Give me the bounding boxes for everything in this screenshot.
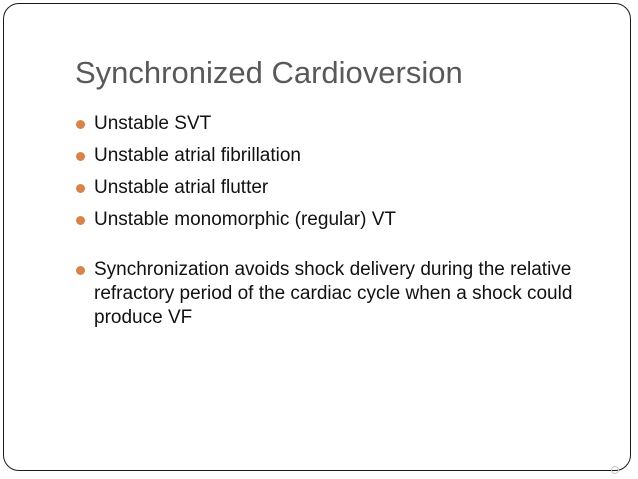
orange-dot-bullet-icon bbox=[76, 184, 85, 193]
bullet-item-unstable-monomorphic-vt bbox=[75, 208, 615, 232]
orange-dot-bullet-icon bbox=[76, 152, 85, 161]
slide-frame bbox=[3, 3, 631, 471]
bullet-text: Unstable SVT bbox=[94, 113, 212, 134]
bullet-text: Synchronization avoids shock delivery during the relative refractory period of the cardiac cycle when a shock could produce VF bbox=[94, 259, 573, 328]
bullet-item-unstable-atrial-flutter bbox=[75, 176, 615, 200]
orange-dot-bullet-icon bbox=[76, 120, 85, 129]
corner-circle-icon bbox=[611, 466, 619, 474]
bullet-list bbox=[75, 112, 615, 338]
slide-title: Synchronized Cardioversion bbox=[75, 55, 463, 90]
orange-dot-bullet-icon bbox=[76, 266, 85, 275]
bullet-item-unstable-svt bbox=[75, 112, 615, 136]
bullet-item-unstable-atrial-fibrillation bbox=[75, 144, 615, 168]
bullet-text: Unstable atrial flutter bbox=[94, 177, 269, 198]
bullet-text: Unstable monomorphic (regular) VT bbox=[94, 209, 397, 230]
bullet-item-synchronization-note bbox=[75, 258, 615, 330]
bullet-text: Unstable atrial fibrillation bbox=[94, 145, 301, 166]
orange-dot-bullet-icon bbox=[76, 216, 85, 225]
